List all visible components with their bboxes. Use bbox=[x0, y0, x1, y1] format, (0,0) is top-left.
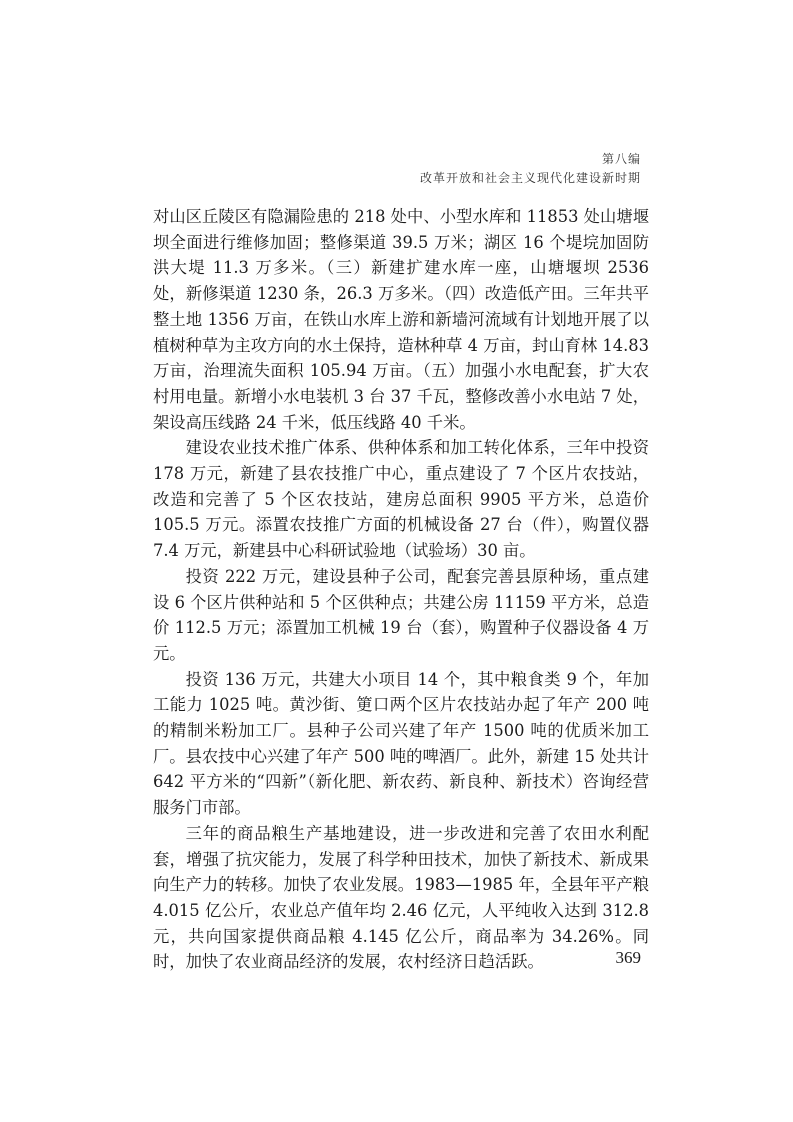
paragraph: 对山区丘陵区有隐漏险患的 218 处中、小型水库和 11853 处山塘堰坝全面进行维修加固；整修渠道 39.5 万米；湖区 16 个堤垸加固防洪大堤 11.3 万多米。（三）新建扩建水库一座，山塘堰坝 2536 处，新修渠道 1230 条，26.3 万多米。（四）改造低产田。三年共平整土地 1356 万亩，在铁山水库上游和新墙河流域有计划地开展了以植树种草为主攻方向的水土保持，造林种草 4 万亩，封山育林 14.83 万亩，治理流失面积 105.94 万亩。（五）加强小水电配套，扩大农村用电量。新增小水电装机 3 台 37 千瓦，整修改善小水电站 7 处，架设高压线路 24 千米，低压线路 40 千米。 bbox=[153, 207, 649, 432]
paragraph: 投资 136 万元，共建大小项目 14 个，其中粮食类 9 个，年加工能力 1025 吨。黄沙街、筻口两个区片农技站办起了年产 200 吨的精制米粉加工厂。县种子公司兴建了年产 1500 吨的优质米加工厂。县农技中心兴建了年产 500 吨的啤酒厂。此外，新建 15 处共计 642 平方米的“四新”（新化肥、新农药、新良种、新技术）咨询经营服务门市部。 bbox=[153, 669, 649, 818]
body-text bbox=[153, 204, 649, 975]
paragraph: 三年的商品粮生产基地建设，进一步改进和完善了农田水利配套，增强了抗灾能力，发展了科学种田技术，加快了新技术、新成果向生产力的转移。加快了农业发展。1983—1985 年，全县年平产粮 4.015 亿公斤，农业总产值年均 2.46 亿元，人平纯收入达到 312.8 元，共向国家提供商品粮 4.145 亿公斤，商品率为 34.26%。同时，加快了农业商品经济的发展，农村经济日趋活跃。 bbox=[153, 823, 649, 972]
header-part: 第八编 bbox=[601, 152, 641, 166]
header-title: 改革开放和社会主义现代化建设新时期 bbox=[419, 171, 641, 185]
paragraph: 投资 222 万元，建设县种子公司，配套完善县原种场，重点建设 6 个区片供种站和 5 个区供种点；共建公房 11159 平方米，总造价 112.5 万元；添置加工机械 19 台（套），购置种子仪器设备 4 万元。 bbox=[153, 566, 649, 663]
paragraph: 建设农业技术推广体系、供种体系和加工转化体系，三年中投资 178 万元，新建了县农技推广中心，重点建设了 7 个区片农技站，改造和完善了 5 个区农技站，建房总面积 9905 平方米，总造价 105.5 万元。添置农技推广方面的机械设备 27 台（件），购置仪器 7.4 万元，新建县中心科研试验地（试验场）30 亩。 bbox=[153, 438, 649, 561]
page-number: 369 bbox=[615, 948, 641, 967]
running-header bbox=[420, 150, 641, 188]
